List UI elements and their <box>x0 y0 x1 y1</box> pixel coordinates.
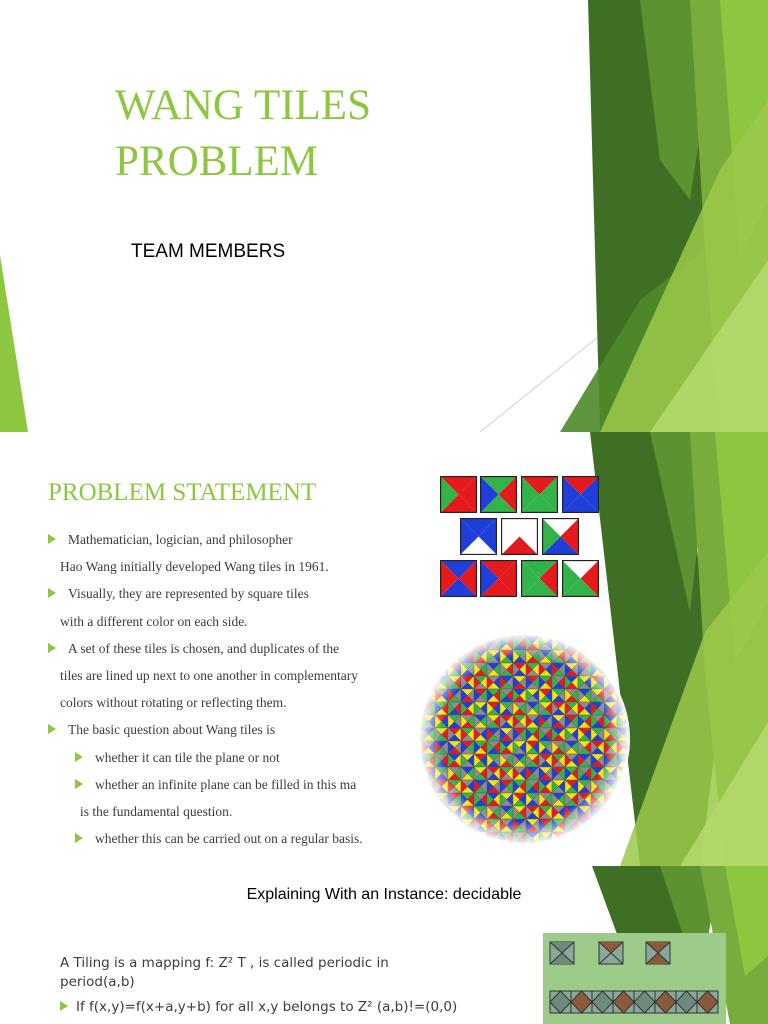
arrow-bullet-icon <box>48 724 56 734</box>
bullet-text: The basic question about Wang tiles is <box>68 722 276 738</box>
arrow-bullet-icon <box>75 752 83 762</box>
example-tile <box>550 942 574 964</box>
example-tile <box>599 942 623 964</box>
bullet-list <box>48 526 418 852</box>
arrow-bullet-icon <box>75 779 83 789</box>
bullet-text: If f(x,y)=f(x+a,y+b) for all x,y belongs to Z² (a,b)!=(0,0) <box>76 999 458 1015</box>
wang-tile <box>542 518 579 555</box>
title-line-1: WANG TILES <box>115 82 371 129</box>
example-row-tile <box>655 991 676 1013</box>
wang-tile <box>521 476 558 513</box>
bullet-item <box>48 635 418 662</box>
sub-bullet-item <box>48 771 418 798</box>
bullet-continuation: with a different color on each side. <box>60 613 248 629</box>
bullet-text: Mathematician, logician, and philosopher <box>68 532 293 547</box>
bullet-continuation: Hao Wang initially developed Wang tiles in 1961. <box>60 559 329 575</box>
sub-bullet-text: whether this can be carried out on a regular basis. <box>95 831 363 847</box>
bullet-item <box>48 526 418 553</box>
example-row-tile <box>676 991 697 1013</box>
example-row-tile <box>571 991 592 1013</box>
arrow-bullet-icon <box>48 588 56 598</box>
sub-bullet-item <box>48 825 418 852</box>
example-row-tile <box>613 991 634 1013</box>
bullet-text: Visually, they are represented by square tiles <box>68 586 309 602</box>
slide-title: PROBLEM STATEMENT <box>48 479 317 506</box>
wang-tile <box>521 560 558 597</box>
bullet-continuation: colors without rotating or reflecting them. <box>60 695 287 711</box>
example-row-tile <box>592 991 613 1013</box>
example-tile-row <box>550 991 718 1013</box>
sub-bullet-text: whether an infinite plane can be filled in this ma <box>95 776 357 792</box>
tiling-example-image <box>543 933 726 1024</box>
title-line-2: PROBLEM <box>115 138 319 185</box>
bullet-item <box>48 716 418 743</box>
title-slide <box>0 0 768 432</box>
arrow-bullet-icon <box>48 534 56 544</box>
sub-bullet-continuation: is the fundamental question. <box>80 803 233 819</box>
wang-tiling-sphere-image <box>405 620 643 858</box>
example-row-tile <box>697 991 718 1013</box>
arrow-bullet-icon <box>60 1001 68 1011</box>
wang-tile <box>562 560 599 597</box>
bullet-item <box>48 580 418 607</box>
bullet-item <box>60 999 457 1015</box>
tiling-example-graphic <box>543 933 726 1024</box>
wang-tile <box>562 476 599 513</box>
wang-tile <box>460 518 497 555</box>
wang-tile <box>501 518 538 555</box>
team-members-label: TEAM MEMBERS <box>131 241 286 262</box>
sub-bullet-text: whether it can tile the plane or not <box>95 749 280 765</box>
wang-tile <box>480 476 517 513</box>
green-facet-decoration <box>0 0 768 432</box>
instance-slide <box>0 866 768 1024</box>
definition-text: A Tiling is a mapping f: Z² T , is called periodic in period(a,b) <box>60 955 389 990</box>
example-tile <box>646 942 670 964</box>
example-row-tile <box>634 991 655 1013</box>
problem-statement-slide <box>0 432 768 866</box>
wang-tile <box>440 476 477 513</box>
wang-tile <box>480 560 517 597</box>
example-row-tile <box>550 991 571 1013</box>
slide-heading: Explaining With an Instance: decidable <box>246 886 522 903</box>
arrow-bullet-icon <box>48 643 56 653</box>
wang-tile <box>440 560 477 597</box>
slide-title <box>115 78 371 190</box>
bullet-continuation: tiles are lined up next to one another in complementary <box>60 667 359 683</box>
arrow-bullet-icon <box>75 833 83 843</box>
sub-bullet-item <box>48 744 418 771</box>
bullet-text: A set of these tiles is chosen, and duplicates of the <box>68 640 340 656</box>
